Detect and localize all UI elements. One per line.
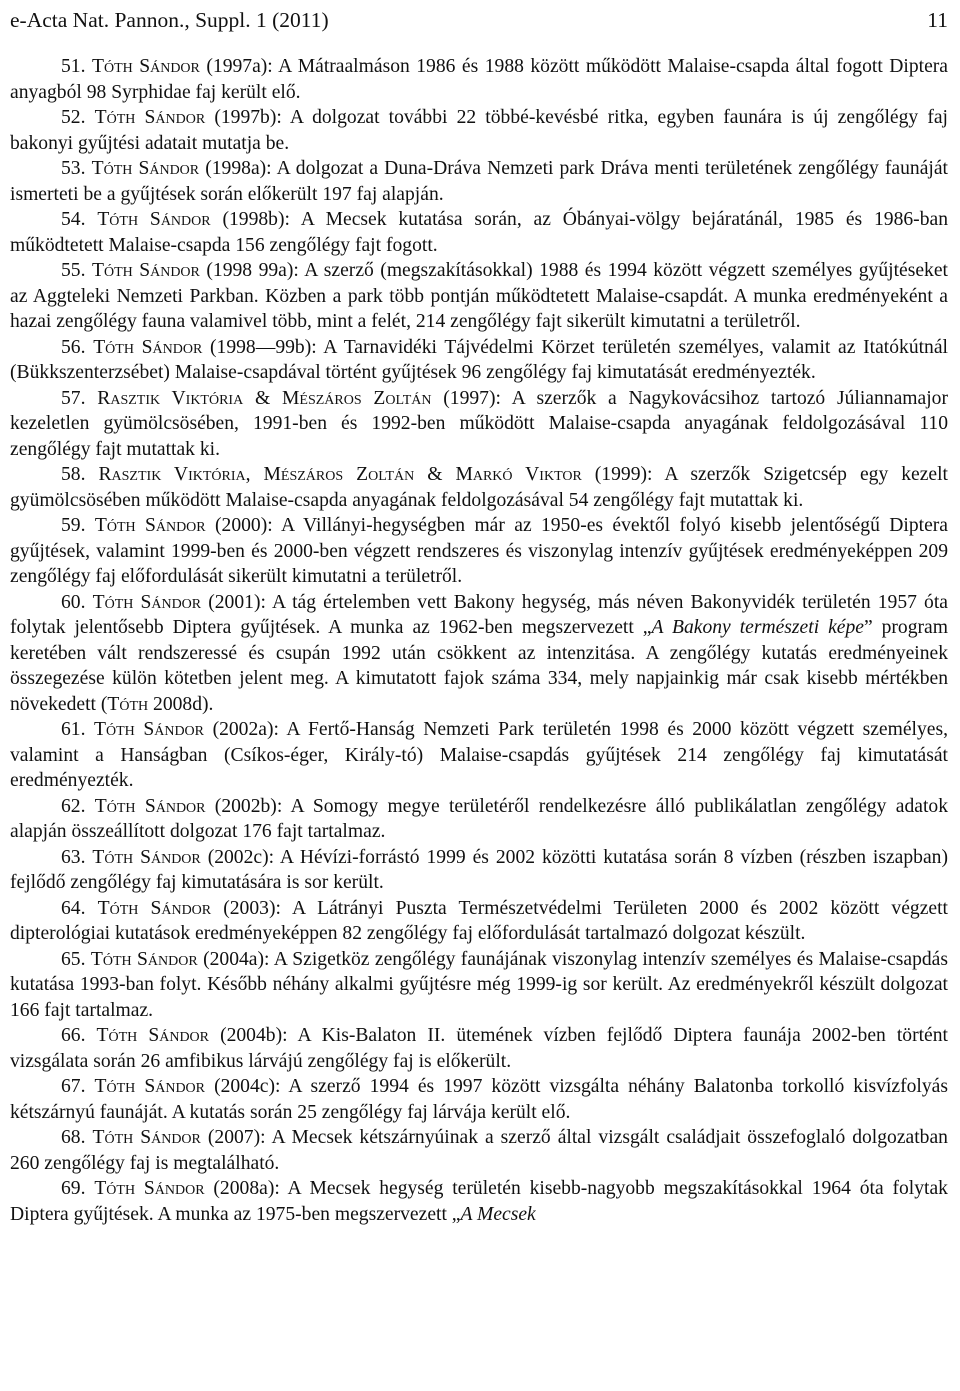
entry-year: (1998 99a): <box>206 260 299 281</box>
entry-text: A Mecsek kétszárnyúinak a szerző által vizsgált családjait összefoglaló dolgozatban 260 zengőlégy faj is megtalálható. <box>10 1127 948 1174</box>
entry-number: 56. <box>61 336 86 358</box>
author-name: Rasztik Viktória <box>97 387 244 409</box>
author-name: Tóth Sándor <box>94 1178 205 1199</box>
author-name: Tóth Sándor <box>94 515 206 536</box>
author-name: Tóth Sándor <box>91 158 200 179</box>
author-name: Tóth Sándor <box>94 107 206 128</box>
entry-year: (1998a): <box>205 158 272 179</box>
reference-entry <box>10 1176 948 1227</box>
reference-entry <box>10 896 948 947</box>
entry-year: (2004a): <box>203 948 270 970</box>
entry-number: 67. <box>61 1076 86 1097</box>
citation-author: Tóth <box>107 693 149 715</box>
entry-year: (1998—99b): <box>210 336 317 358</box>
entry-number: 65. <box>61 948 86 970</box>
author-name: Tóth Sándor <box>94 1076 206 1097</box>
entry-year: (2003): <box>223 897 281 919</box>
reference-entry <box>10 156 948 207</box>
author-separator: & <box>414 464 456 485</box>
entry-text: A Villányi-hegységben már az 1950-es évektől folyó kisebb jelentőségű Diptera gyűjtések, valamint 1999-ben és 2000-ben végzett rendszeres és viszonylag intenzív gyűjtések eredményeképpen 209 zengőlégy faj előfordulását sikerült kimutatni a területről. <box>10 515 948 587</box>
entry-text: A Mecsek kutatása során, az Óbányai-völgy bejáratánál, 1985 és 1986-ban működtetett Malaise-csapda 156 zengőlégy fajt fogott. <box>10 209 948 256</box>
entry-text: A tág értelemben vett Bakony hegység, más néven Bakonyvidék területén 1957 óta folytak jelentősebb Diptera gyűjtések. A munka az 1962-ben megszervezett „ <box>10 591 948 638</box>
entry-text: A Fertő-Hanság Nemzeti Park területén 1998 és 2000 között végzett személyes, valamint a Hanságban (Csíkos-éger, Király-tó) Malaise-csapdás gyűjtések 214 zengőlégy faj kimutatását eredményezték. <box>10 719 948 791</box>
author-name: Tóth Sándor <box>93 336 203 358</box>
entry-year: (2001): <box>208 591 266 613</box>
reference-entry <box>10 386 948 463</box>
reference-entry <box>10 845 948 896</box>
entry-text: A Mátraalmáson 1986 és 1988 között működött Malaise-csapda által fogott Diptera anyagból 98 Syrphidae faj került elő. <box>10 56 948 103</box>
reference-entry <box>10 105 948 156</box>
reference-entry <box>10 794 948 845</box>
reference-entry <box>10 947 948 1024</box>
entry-text: A Látrányi Puszta Természetvédelmi Területen 2000 és 2002 között végzett dipterológiai kutatások eredményeképpen 82 zengőlégy faj előfordulását tartalmazó dolgozat készült. <box>10 897 948 944</box>
reference-entry <box>10 54 948 105</box>
entry-number: 61. <box>61 719 86 740</box>
entry-italic-title: A Bakony természeti képe <box>651 617 864 638</box>
entry-year: (1998b): <box>222 209 290 230</box>
entry-number: 63. <box>61 846 86 868</box>
reference-list <box>10 54 948 1227</box>
entry-number: 57. <box>61 387 86 409</box>
entry-text: A dolgozat további 22 többé-kevésbé ritka, egyben faunára is új zengőlégy faj bakonyi gyűjtési adatait mutatja be. <box>10 107 948 154</box>
author-name: Tóth Sándor <box>92 591 202 613</box>
entry-text: A szerző (megszakításokkal) 1988 és 1994 között végzett személyes gyűjtéseket az Aggteleki Nemzeti Parkban. Közben a park több pontján működtetett Malaise-csapdát. A munka eredményeként a hazai zengőlégy fauna valamivel több, mint a felét, 214 zengőlégy fajt sikerült kimutatni a területről. <box>10 260 948 332</box>
author-name: Tóth Sándor <box>92 1127 201 1148</box>
author-name: Tóth Sándor <box>97 897 212 919</box>
author-name: Rasztik Viktória <box>98 464 246 485</box>
entry-year: (2007): <box>207 1127 266 1148</box>
entry-year: (2002b): <box>214 795 283 817</box>
entry-year: (1997b): <box>214 107 282 128</box>
author-separator: & <box>243 387 282 409</box>
running-header <box>10 0 948 40</box>
entry-year: (2008a): <box>213 1178 280 1199</box>
author-name: Tóth Sándor <box>92 846 201 868</box>
entry-number: 53. <box>61 158 86 179</box>
entry-number: 59. <box>61 515 86 536</box>
reference-entry <box>10 258 948 335</box>
document-page <box>10 0 948 1227</box>
reference-entry <box>10 513 948 590</box>
entry-text: A Somogy megye területéről rendelkezésre álló publikálatlan zengőlégy adatok alapján összeállított dolgozat 176 fajt tartalmaz. <box>10 795 948 842</box>
author-name: Tóth Sándor <box>94 719 205 740</box>
author-name: Tóth Sándor <box>91 260 200 281</box>
entry-number: 64. <box>61 897 86 919</box>
entry-number: 58. <box>61 464 86 485</box>
author-name: Mészáros Zoltán <box>281 387 432 409</box>
reference-entry <box>10 1074 948 1125</box>
entry-text: A Szigetköz zengőlégy faunájának viszonylag intenzív személyes és Malaise-csapdás kutatása 1993-ban folyt. Később néhány alkalmi gyűjtésre még 1999-ig sor került. Az eredményekről készült dolgozat 166 fajt tartalmaz. <box>10 948 948 1021</box>
author-name: Markó Viktor <box>455 464 582 485</box>
page-number: 11 <box>927 8 948 32</box>
entry-year: (2004c): <box>214 1076 281 1097</box>
entry-year: (1997): <box>443 387 501 409</box>
entry-year: (2002c): <box>207 846 275 868</box>
entry-text: A dolgozat a Duna-Dráva Nemzeti park Dráva menti területének zengőlégy faunáját ismerteti be a gyűjtések során előkerült 197 faj alapján. <box>10 158 948 205</box>
author-name: Tóth Sándor <box>96 1025 210 1046</box>
entry-number: 55. <box>61 260 86 281</box>
author-name: Tóth Sándor <box>97 209 211 230</box>
author-name: Tóth Sándor <box>94 795 206 817</box>
reference-entry <box>10 717 948 794</box>
entry-text: A szerző 1994 és 1997 között vizsgálta néhány Balatonba torkolló kisvízfolyás kétszárnyú faunáját. A kutatás során 25 zengőlégy faj lárvája került elő. <box>10 1076 948 1123</box>
entry-italic-title: A Mecsek <box>460 1203 536 1225</box>
entry-text: A Tarnavidéki Tájvédelmi Körzet területén személyes, valamit az Itatókútnál (Bükkszenterzsébet) Malaise-csapdával történt gyűjtések 96 zengőlégy faj kimutatását eredményezték. <box>10 336 948 383</box>
entry-number: 52. <box>61 107 86 128</box>
reference-entry <box>10 1023 948 1074</box>
entry-text: A szerzők a Nagykovácsihoz tartozó Júliannamajor kezeletlen gyümölcsösében, 1991-ben és 1992-ben működött Malaise-csapda anyagának feldolgozásával 110 zengőlégy fajt mutattak ki. <box>10 387 948 460</box>
entry-number: 69. <box>61 1178 86 1199</box>
entry-number: 62. <box>61 795 86 817</box>
entry-text: A Kis-Balaton II. ütemének vízben fejlődő Diptera faunája 2002-ben történt vizsgálata során 26 amfibikus lárvájú zengőlégy faj is előkerült. <box>10 1025 948 1072</box>
author-name: Tóth Sándor <box>91 56 200 77</box>
journal-citation: e-Acta Nat. Pannon., Suppl. 1 (2011) <box>10 8 329 32</box>
entry-year: (2004b): <box>220 1025 288 1046</box>
entry-text: A szerzők Szigetcsép egy kezelt gyümölcsösében működött Malaise-csapda anyagának feldolgozásával 54 zengőlégy fajt mutattak ki. <box>10 464 948 511</box>
citation-year: 2008d). <box>148 693 214 715</box>
entry-number: 60. <box>61 591 86 613</box>
reference-entry <box>10 590 948 718</box>
reference-entry <box>10 1125 948 1176</box>
entry-text-continued: ” program keretében vált rendszeressé és csupán 1992 után csökkent az intenzitása. A zengőlégy kutatás eredményeinek összegezése külön kötetben jelent meg. A kimutatott fajok száma 334, mely napjainkig már csak kisebb mértékben növekedett ( <box>10 617 948 715</box>
entry-year: (1997a): <box>206 56 273 77</box>
reference-entry <box>10 462 948 513</box>
entry-number: 66. <box>61 1025 86 1046</box>
entry-year: (2000): <box>215 515 273 536</box>
entry-year: (2002a): <box>212 719 279 740</box>
author-name: Tóth Sándor <box>90 948 198 970</box>
entry-text: A Mecsek hegység területén kisebb-nagyobb megszakításokkal 1964 óta folytak Diptera gyűjtések. A munka az 1975-ben megszervezett „ <box>10 1178 948 1225</box>
author-separator: , <box>245 464 264 485</box>
entry-number: 54. <box>61 209 86 230</box>
reference-entry <box>10 207 948 258</box>
entry-year: (1999): <box>594 464 653 485</box>
entry-number: 68. <box>61 1127 86 1148</box>
entry-text: A Hévízi-forrástó 1999 és 2002 közötti kutatása során 8 vízben (részben iszapban) fejlődő zengőlégy faj kimutatására is sor került. <box>10 846 948 893</box>
entry-number: 51. <box>61 56 86 77</box>
reference-entry <box>10 335 948 386</box>
author-name: Mészáros Zoltán <box>263 464 415 485</box>
